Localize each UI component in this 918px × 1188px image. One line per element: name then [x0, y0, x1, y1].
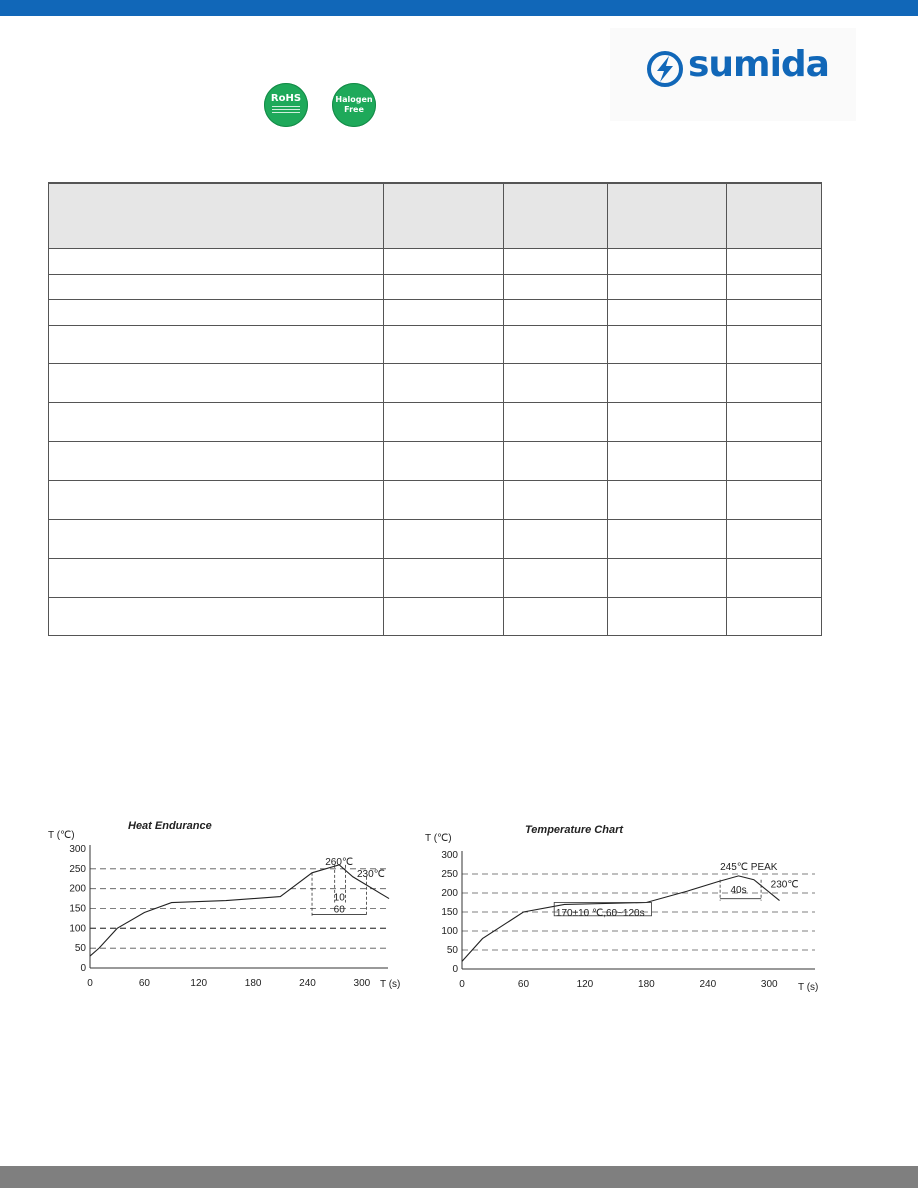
- table-row: [49, 326, 822, 364]
- halogen-badge-title: [332, 83, 376, 115]
- brand-name: sumida: [688, 44, 829, 85]
- table-header-cell: [727, 183, 822, 249]
- x-tick-label: 60: [138, 978, 150, 989]
- x-tick-label: 300: [760, 979, 778, 990]
- table-row: [49, 442, 822, 481]
- table-row: [49, 275, 822, 300]
- table-cell: [608, 326, 727, 364]
- table-header-row: [49, 183, 822, 249]
- temperature-chart: [420, 815, 840, 1000]
- table-cell: [504, 249, 608, 275]
- table-cell: [504, 326, 608, 364]
- halogen-badge-line1: Halogen: [335, 95, 373, 104]
- annotation-label: 10: [333, 892, 345, 904]
- table-cell: [384, 520, 504, 559]
- table-header-cell: [49, 183, 384, 249]
- table-cell: [608, 520, 727, 559]
- table-cell: [49, 326, 384, 364]
- sumida-logo-icon: [646, 50, 684, 88]
- annotation-label: 230℃: [770, 879, 799, 891]
- x-tick-label: 120: [190, 978, 208, 989]
- y-tick-label: 150: [441, 907, 458, 918]
- annotation-label: 60: [333, 904, 345, 916]
- table-cell: [384, 598, 504, 636]
- x-tick-label: 180: [638, 979, 655, 990]
- x-tick-label: 60: [517, 979, 530, 990]
- rohs-badge-fineprint: [272, 106, 300, 113]
- table-cell: [384, 300, 504, 326]
- y-tick-label: 250: [69, 863, 86, 875]
- table-cell: [608, 559, 727, 598]
- table-cell: [504, 300, 608, 326]
- y-tick-label: 300: [441, 850, 458, 861]
- table-cell: [608, 403, 727, 442]
- table-row: [49, 559, 822, 598]
- table-cell: [727, 442, 822, 481]
- table-cell: [49, 403, 384, 442]
- table-header-cell: [504, 183, 608, 249]
- table-row: [49, 249, 822, 275]
- table-header-cell: [384, 183, 504, 249]
- table-cell: [727, 520, 822, 559]
- table-cell: [384, 364, 504, 403]
- table-cell: [384, 442, 504, 481]
- table-cell: [504, 442, 608, 481]
- chart-title: Heat Endurance: [128, 820, 212, 832]
- table-cell: [608, 364, 727, 403]
- y-tick-label: 150: [69, 903, 86, 915]
- table-row: [49, 481, 822, 520]
- table-cell: [608, 249, 727, 275]
- table-cell: [727, 598, 822, 636]
- table-cell: [504, 598, 608, 636]
- y-tick-label: 250: [441, 869, 458, 880]
- y-tick-label: 0: [80, 963, 86, 974]
- x-tick-label: 0: [459, 979, 465, 990]
- y-tick-label: 0: [452, 964, 458, 975]
- table-cell: [49, 481, 384, 520]
- table-cell: [608, 481, 727, 520]
- table-cell: [608, 442, 727, 481]
- table-cell: [384, 559, 504, 598]
- y-tick-label: 200: [441, 888, 458, 899]
- table-cell: [504, 403, 608, 442]
- table-cell: [49, 300, 384, 326]
- heat-endurance-chart: [28, 812, 418, 997]
- annotation-label: 40s: [730, 885, 747, 896]
- table-cell: [49, 559, 384, 598]
- x-tick-label: 180: [244, 978, 262, 989]
- table-cell: [727, 559, 822, 598]
- x-tick-label: 0: [87, 978, 93, 989]
- halogen-free-badge: [332, 83, 376, 127]
- table-cell: [727, 481, 822, 520]
- heat-endurance-plot: [28, 812, 418, 997]
- table-cell: [49, 364, 384, 403]
- table-cell: [384, 249, 504, 275]
- annotation-label: 245℃ PEAK: [720, 862, 778, 874]
- x-tick-label: 120: [576, 979, 594, 990]
- y-tick-label: 100: [69, 923, 86, 935]
- table-cell: [504, 559, 608, 598]
- table-cell: [608, 300, 727, 326]
- x-tick-label: 240: [299, 978, 316, 989]
- y-axis-label: T (℃): [48, 830, 75, 841]
- y-tick-label: 50: [74, 943, 86, 955]
- spec-table: [48, 182, 822, 636]
- annotation-label: 230℃: [356, 868, 385, 880]
- table-cell: [49, 249, 384, 275]
- y-axis-label: T (℃): [425, 833, 452, 844]
- table-cell: [49, 598, 384, 636]
- table-cell: [727, 300, 822, 326]
- table-cell: [727, 275, 822, 300]
- table-cell: [384, 481, 504, 520]
- table-header-cell: [608, 183, 727, 249]
- table-cell: [727, 249, 822, 275]
- table-cell: [384, 403, 504, 442]
- table-cell: [504, 275, 608, 300]
- x-tick-label: 300: [353, 978, 371, 989]
- annotation-label: 170±10 ℃,60~120s: [555, 907, 645, 919]
- table-cell: [727, 403, 822, 442]
- annotation-label: 260℃: [325, 856, 354, 868]
- y-tick-label: 300: [69, 844, 86, 855]
- y-tick-label: 50: [446, 945, 458, 956]
- table-row: [49, 364, 822, 403]
- x-axis-label: T (s): [380, 979, 401, 990]
- table-cell: [384, 326, 504, 364]
- x-axis-label: T (s): [798, 982, 819, 993]
- halogen-badge-line2: Free: [344, 105, 364, 114]
- top-bar: [0, 0, 918, 16]
- table-cell: [727, 364, 822, 403]
- table-row: [49, 520, 822, 559]
- table-cell: [608, 275, 727, 300]
- table-row: [49, 598, 822, 636]
- y-tick-label: 200: [69, 883, 86, 895]
- table-cell: [608, 598, 727, 636]
- table-row: [49, 403, 822, 442]
- table-cell: [384, 275, 504, 300]
- table-cell: [504, 520, 608, 559]
- table-cell: [504, 364, 608, 403]
- bottom-bar: [0, 1166, 918, 1188]
- table-row: [49, 300, 822, 326]
- rohs-badge-title: RoHS: [270, 93, 302, 104]
- rohs-badge: [264, 83, 308, 127]
- temperature-chart-plot: [420, 815, 840, 1000]
- x-tick-label: 240: [699, 979, 717, 990]
- table-cell: [504, 481, 608, 520]
- chart-title: Temperature Chart: [525, 824, 624, 836]
- table-cell: [727, 326, 822, 364]
- table-cell: [49, 520, 384, 559]
- table-cell: [49, 442, 384, 481]
- table-cell: [49, 275, 384, 300]
- y-tick-label: 100: [441, 926, 458, 937]
